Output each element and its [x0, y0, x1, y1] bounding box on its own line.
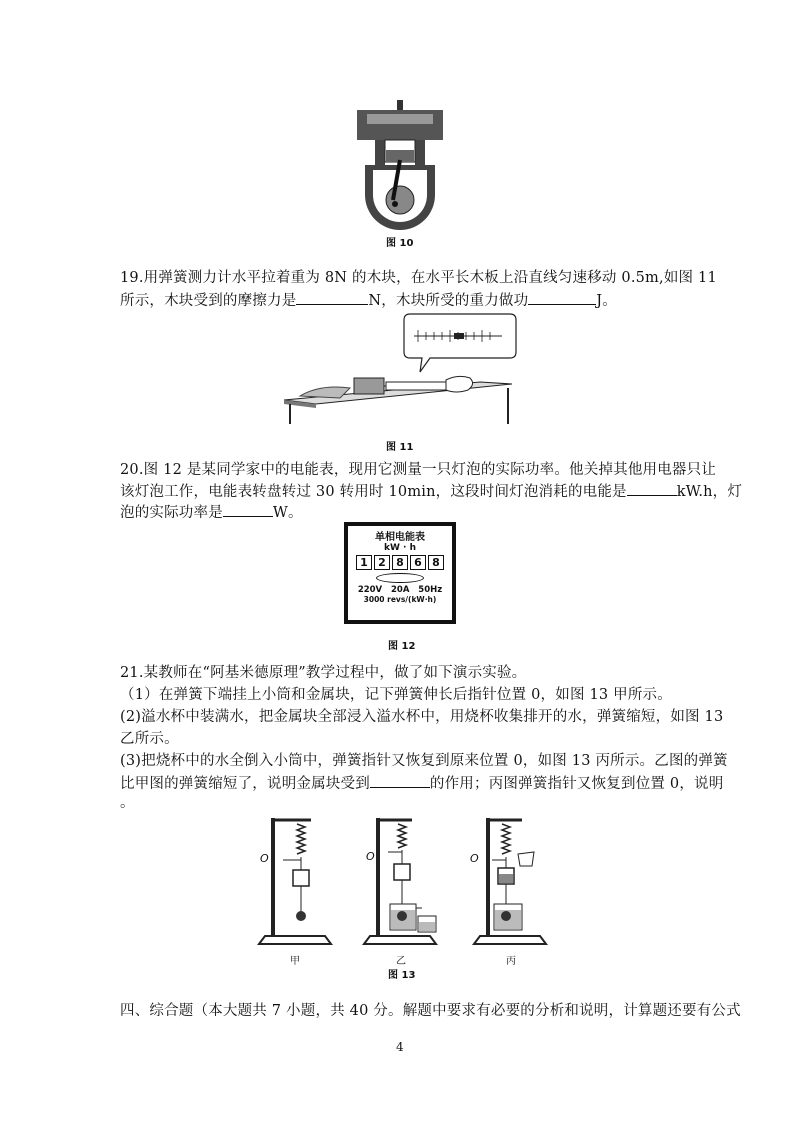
q19-text-c: J。 [596, 293, 618, 309]
q20-text-a: 该灯泡工作，电能表转盘转过 30 转用时 10min，这段时间灯泡消耗的电能是 [120, 484, 627, 500]
meter-revs: 3000 revs/(kW·h) [363, 595, 437, 604]
q19-blank-work[interactable] [528, 290, 596, 305]
meter-digit: 8 [392, 555, 408, 570]
q19-line1: 19.用弹簧测力计水平拉着重为 8N 的木块，在水平长木板上沿直线匀速移动 0.5m,如图 11 [120, 270, 717, 286]
figure-13-caption: 图 13 [388, 970, 416, 981]
page-number: 4 [396, 1040, 404, 1054]
meter-ratings: 220V 20A 50Hz [357, 585, 443, 595]
q19-line2 [120, 290, 617, 311]
meter-digit: 6 [410, 555, 426, 570]
meter-digit: 8 [428, 555, 444, 570]
q21-text-b: 的作用；丙图弹簧指针又恢复到位置 0，说明 [429, 776, 724, 792]
figure-12-meter [344, 522, 456, 624]
q20-line1: 20.图 12 是某同学家中的电能表，现用它测量一只灯泡的实际功率。他关掉其他用电器只让 [120, 462, 717, 478]
figure-13-setup-b [360, 812, 445, 947]
q20-blank-power[interactable] [223, 502, 273, 517]
meter-digits [348, 555, 452, 570]
figure-13-setup-c [470, 812, 555, 947]
figure-13-label-o: O [470, 852, 479, 865]
figure-13-sublabel-b: 乙 [396, 956, 406, 967]
meter-title: 单相电能表 [375, 532, 425, 543]
figure-13-sublabel-c: 丙 [506, 956, 516, 967]
q20-text-c: 泡的实际功率是 [120, 505, 223, 521]
q20-blank-energy[interactable] [627, 481, 677, 496]
figure-12-caption: 图 12 [388, 641, 416, 652]
q19-blank-friction[interactable] [296, 290, 368, 305]
figure-13-sublabel-a: 甲 [290, 956, 300, 967]
engine-cylinder-drawing [355, 100, 445, 235]
figure-10-caption: 图 10 [386, 238, 414, 249]
q20-text-b: kW.h，灯 [676, 484, 743, 500]
q21-blank-force[interactable] [370, 773, 430, 788]
figure-10 [355, 100, 445, 235]
figure-13-label-o: O [366, 850, 375, 863]
q21-line4: 乙所示。 [120, 731, 179, 747]
q20-line3 [120, 502, 303, 523]
meter-disc [376, 573, 424, 583]
figure-13-setup-a [255, 812, 335, 947]
q19-text-b: N，木块所受的重力做功 [368, 293, 529, 309]
q21-line1: 21.某教师在“阿基米德原理”教学过程中，做了如下演示实验。 [120, 665, 527, 681]
meter-digit: 2 [374, 555, 390, 570]
q20-line2 [120, 481, 742, 502]
q21-line7: 。 [120, 795, 135, 811]
q21-line3: (2)溢水杯中装满水，把金属块全部浸入溢水杯中，用烧杯收集排开的水，弹簧缩短，如图 13 [120, 709, 724, 725]
q21-line2: （1）在弹簧下端挂上小筒和金属块，记下弹簧伸长后指针位置 0，如图 13 甲所示。 [120, 687, 672, 703]
q20-text-d: W。 [272, 505, 303, 521]
section-4-heading: 四、综合题（本大题共 7 小题，共 40 分。解题中要求有必要的分析和说明，计算题还要有公式 [120, 1003, 741, 1019]
q21-text-a: 比甲图的弹簧缩短了，说明金属块受到 [120, 776, 370, 792]
meter-unit: kW · h [383, 543, 416, 553]
meter-digit: 1 [356, 555, 372, 570]
figure-13-label-o: O [260, 852, 269, 865]
figure-11-caption: 图 11 [386, 442, 414, 453]
q21-line6 [120, 773, 723, 794]
q21-line5: (3)把烧杯中的水全倒入小筒中，弹簧指针又恢复到原来位置 0，如图 13 丙所示。乙图的弹簧 [120, 753, 728, 769]
spring-scale-drawing [280, 312, 520, 427]
q19-text-a: 所示，木块受到的摩擦力是 [120, 293, 297, 309]
figure-11 [280, 312, 520, 427]
